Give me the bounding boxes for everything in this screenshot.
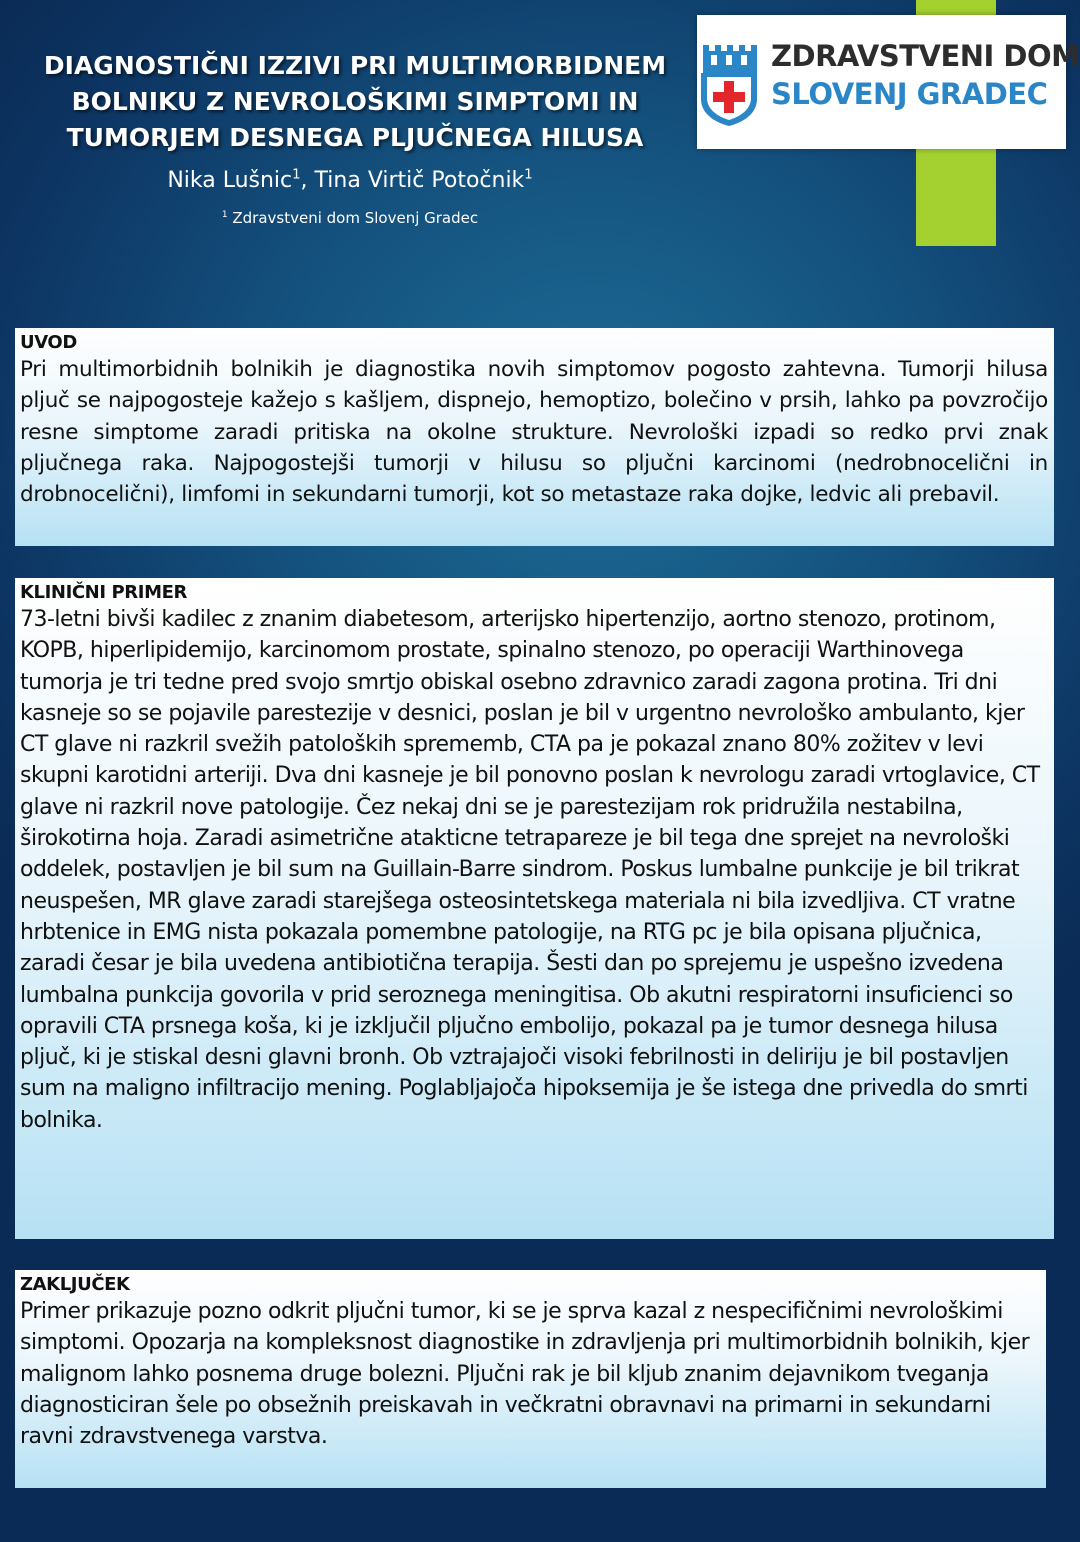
section-body: 73-letni bivši kadilec z znanim diabetesom, arterijsko hipertenzijo, aortno stenozo, protinom, KOPB, hiperlipidemijo, karcinomom prostate, spinalno stenozo, po operaciji Warthinovega tumorja je tri tedne pred svojo smrtjo obiskal osebno zdravnico zaradi zagona protina. Tri dni kasneje so se pojavile parestezije v desnici, poslan je bil v urgentno nevrološko ambulanto, kjer CT glave ni razkril svežih patoloških sprememb, CTA pa je pokazal znano 80% zožitev v levi skupni karotidni arteriji. Dva dni kasneje je bil ponovno poslan k nevrologu zaradi vrtoglavice, CT glave ni razkril nove patologije. Čez nekaj dni se je parestezijam rok pridružila nestabilna, širokotirna hoja. Zaradi asimetrične atakticne tetrapareze je bil tega dne sprejet na nevrološki oddelek, postavljen je bil sum na Guillain-Barre sindrom. Poskus lumbalne punkcije je bil trikrat neuspešen, MR glave zaradi starejšega osteosintetskega materiala ni bila izvedljiva. CT vratne hrbtenice in EMG nista pokazala pomembne patologije, na RTG pc je bila opisana pljučnica, zaradi česar je bila uvedena antibiotična terapija. Šesti dan po sprejemu je uspešno izvedena lumbalna punkcija govorila v prid seroznega meningitisa. Ob akutni respiratorni insuficienci so opravili CTA prsnega koša, ki je izključil pljučno embolijo, pokazal pa je tumor desnega hilusa pljuč, ki je stiskal desni glavni bronh. Ob vztrajajoči visoki febrilnosti in deliriju je bil postavljen sum na maligno infiltracijo mening. Poglabljajoča hipoksemija je še istega dne privedla do smrti bolnika. <box>20 607 1040 1133</box>
affiliation-marker: 1 <box>221 210 228 220</box>
poster-title: DIAGNOSTIČNI IZZIVI PRI MULTIMORBIDNEM BOLNIKU Z NEVROLOŠKIMI SIMPTOMI IN TUMORJEM DESNEGA PLJUČNEGA HILUSA <box>43 51 667 152</box>
author-1-affil-marker: 1 <box>292 167 301 183</box>
section-heading: UVOD <box>20 332 77 353</box>
logo <box>697 15 1080 149</box>
author-2-affil-marker: 1 <box>524 167 533 183</box>
section-heading: KLINIČNI PRIMER <box>20 582 187 603</box>
logo-text-line1: ZDRAVSTVENI DOM <box>771 39 1080 73</box>
affiliation-text: Zdravstveni dom Slovenj Gradec <box>227 209 479 227</box>
author-2: Tina Virtič Potočnik <box>314 168 525 193</box>
section-zakljucek <box>15 1270 1046 1488</box>
section-heading: ZAKLJUČEK <box>20 1274 130 1295</box>
authors <box>0 168 700 193</box>
section-klinicni-primer <box>15 578 1054 1239</box>
author-separator: , <box>300 168 315 193</box>
logo-text-line2: SLOVENJ GRADEC <box>771 77 1048 111</box>
section-body: Pri multimorbidnih bolnikih je diagnostika novih simptomov pogosto zahtevna. Tumorji hilusa pljuč se najpogosteje kažejo s kašljem, dispnejo, hemoptizo, bolečino v prsih, lahko pa povzročijo resne simptome zaradi pritiska na okolne strukture. Nevrološki izpadi so redko prvi znak pljučnega raka. Najpogostejši tumorji v hilusu so pljučni karcinomi (nedrobnocelični in drobnocelični), limfomi in sekundarni tumorji, kot so metastaze raka dojke, ledvic ali prebavil. <box>20 357 1048 508</box>
section-uvod <box>15 328 1054 546</box>
affiliation <box>0 209 700 227</box>
author-1: Nika Lušnic <box>167 168 293 193</box>
section-body: Primer prikazuje pozno odkrit pljučni tumor, ki se je sprva kazal z nespecifičnimi nevrološkimi simptomi. Opozarja na kompleksnost diagnostike in zdravljenja pri multimorbidnih bolnikih, kjer malignom lahko posnema druge bolezni. Pljučni rak je bil kljub znanim dejavnikom tveganja diagnosticiran šele po obsežnih preiskavah in večkratni obravnavi na primarni in sekundarni ravni zdravstvenega varstva. <box>20 1299 1030 1450</box>
coat-of-arms-icon <box>697 37 761 127</box>
